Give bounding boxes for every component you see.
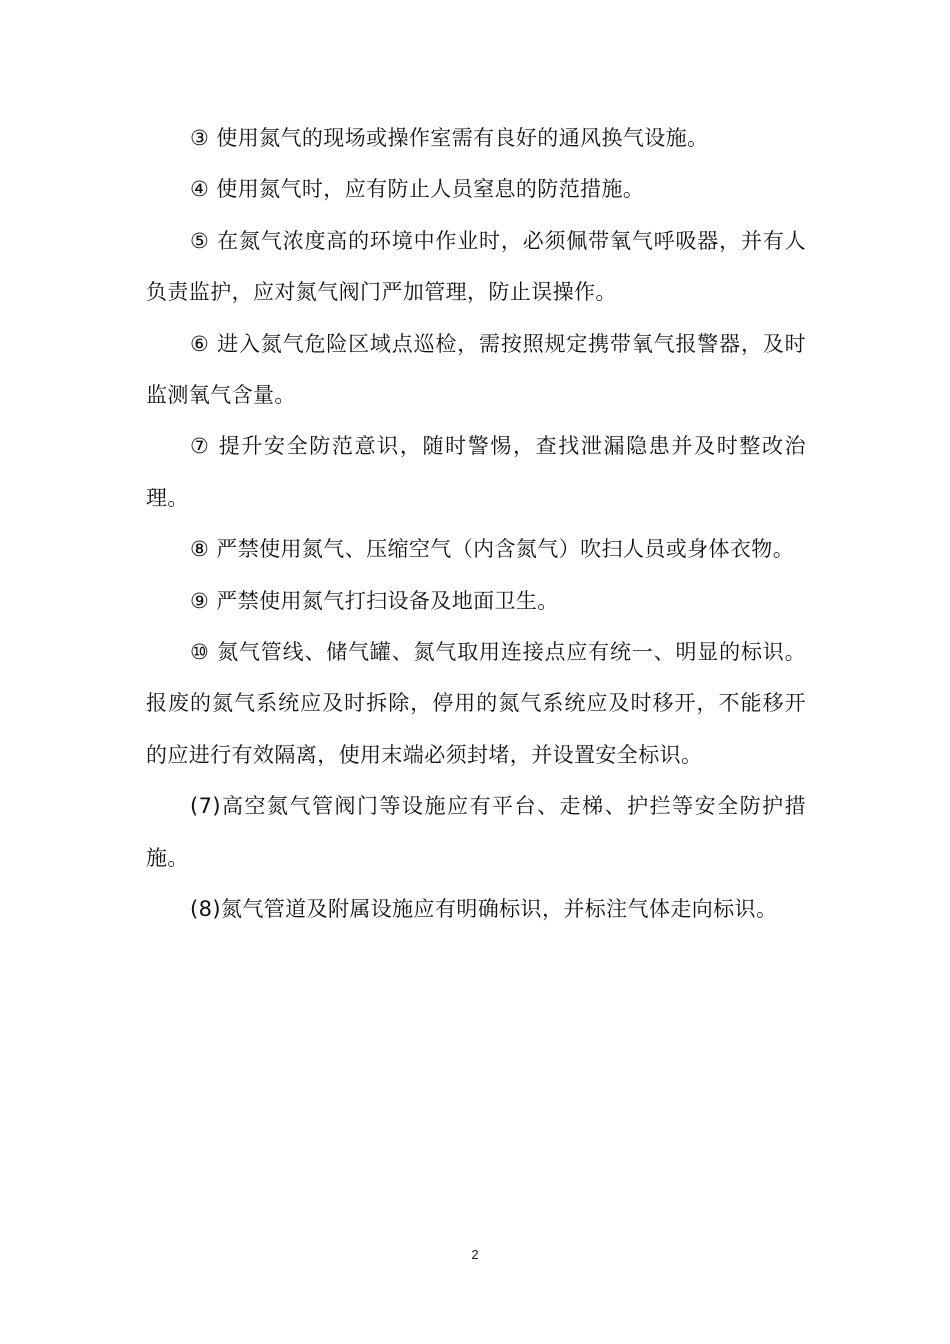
- paragraph-item-7: ⑦ 提升安全防范意识，随时警惕，查找泄漏隐患并及时整改治理。: [146, 434, 806, 510]
- paragraph-item-10: ⑩ 氮气管线、储气罐、氮气取用连接点应有统一、明显的标识。报废的氮气系统应及时拆除，停用的氮气系统应及时移开，不能移开的应进行有效隔离，使用末端必须封堵，并设置安全标识。: [146, 640, 806, 767]
- paragraph-section-7: (7)高空氮气管阀门等设施应有平台、走梯、护拦等安全防护措施。: [146, 794, 806, 870]
- paragraph-item-9: ⑨ 严禁使用氮气打扫设备及地面卫生。: [190, 588, 559, 613]
- paragraph-item-8: ⑧ 严禁使用氮气、压缩空气（内含氮气）吹扫人员或身体衣物。: [190, 537, 795, 562]
- paragraph-item-6: ⑥ 进入氮气危险区域点巡检，需按照规定携带氧气报警器，及时监测氧气含量。: [146, 331, 806, 408]
- paragraph-section-8: (8)氮气管道及附属设施应有明确标识，并标注气体走向标识。: [190, 897, 778, 922]
- page-number: 2: [471, 1247, 479, 1262]
- document-body: [146, 113, 806, 936]
- paragraph-item-3: ③ 使用氮气的现场或操作室需有良好的通风换气设施。: [190, 126, 709, 150]
- paragraph-item-5: ⑤ 在氮气浓度高的环境中作业时，必须佩带氧气呼吸器，并有人负责监护，应对氮气阀门严加管理，防止误操作。: [146, 228, 806, 305]
- paragraph-item-4: ④ 使用氮气时，应有防止人员窒息的防范措施。: [190, 177, 645, 202]
